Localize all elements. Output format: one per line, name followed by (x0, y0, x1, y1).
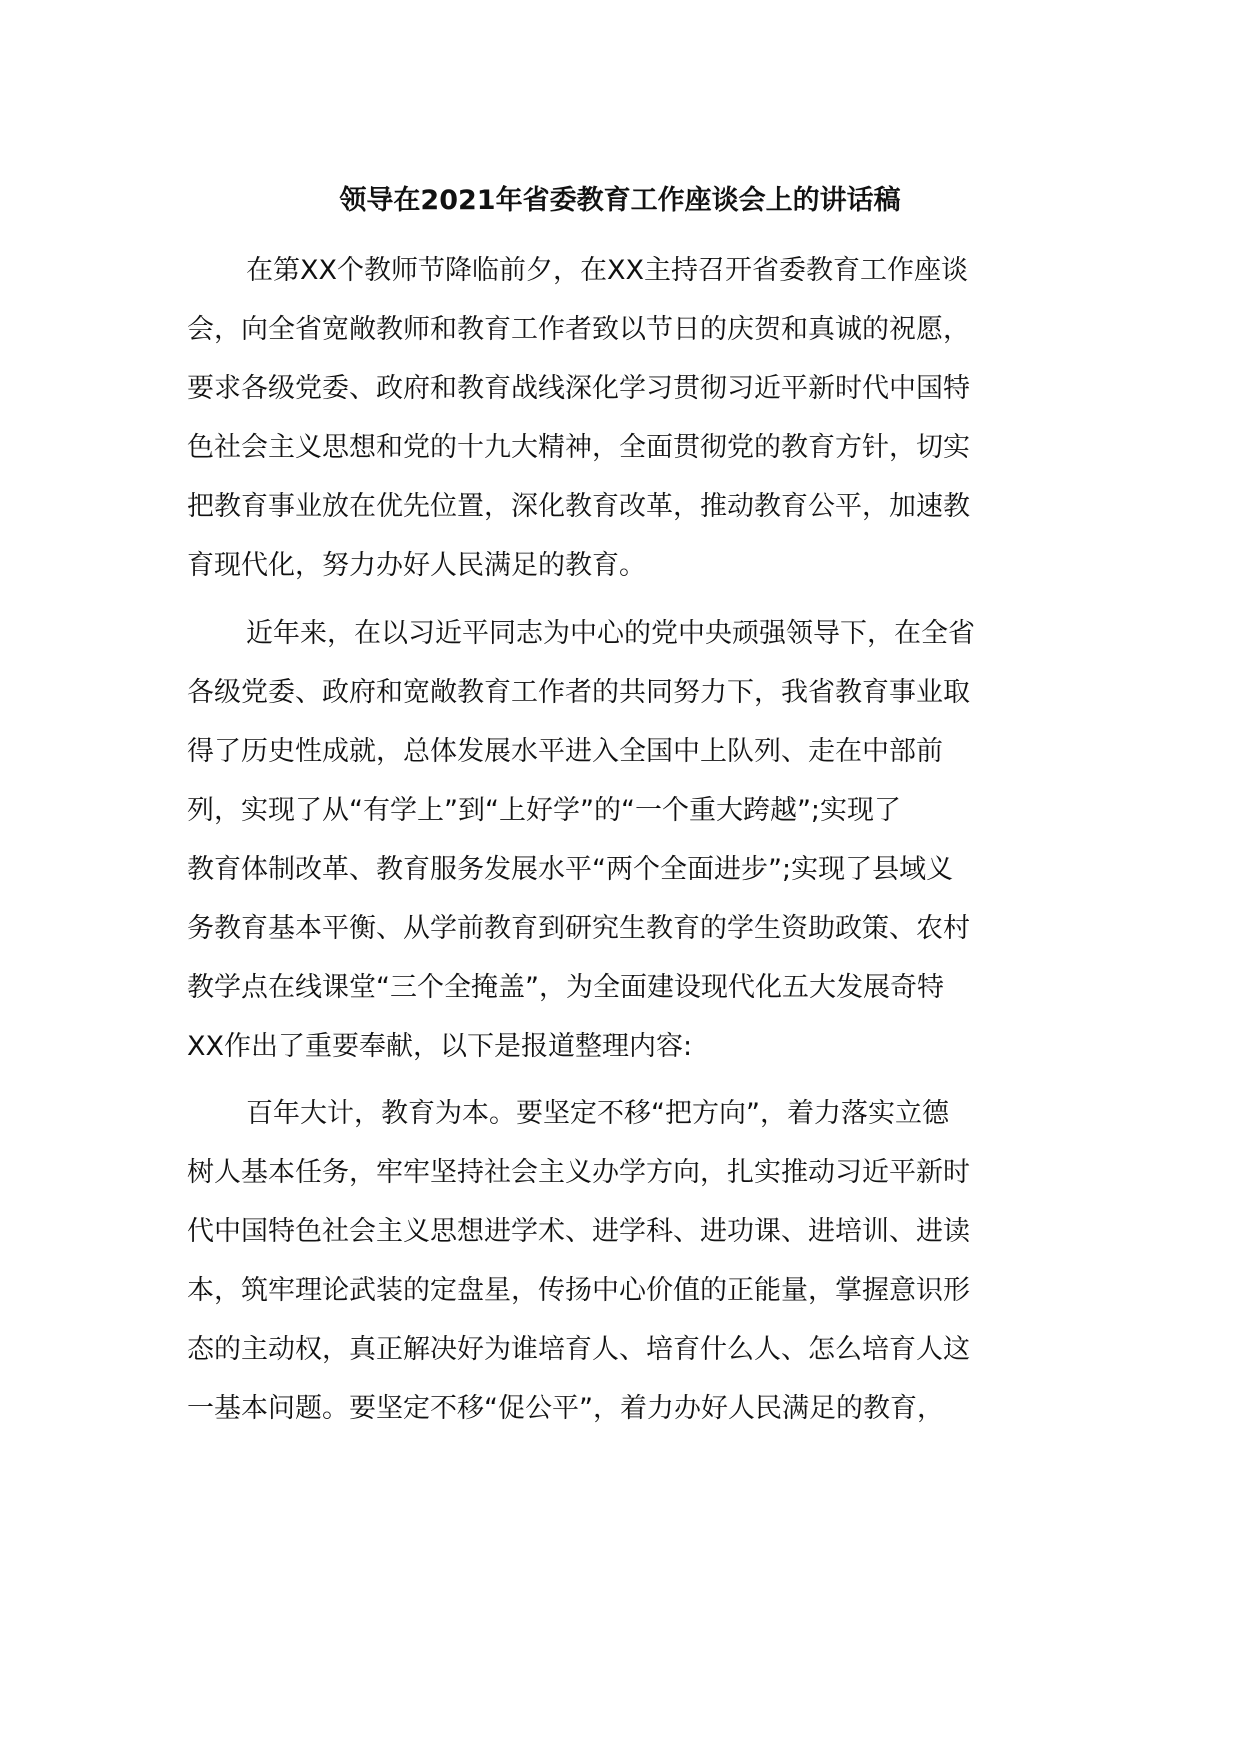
paragraph-2-line-4: 列，实现了从“有学上”到“上好学”的“一个重大跨越”;实现了 (187, 795, 902, 826)
document-title: 领导在2021年省委教育工作座谈会上的讲话稿 (339, 185, 901, 216)
paragraph-1-line-5: 把教育事业放在优先位置，深化教育改革，推动教育公平，加速教 (187, 491, 970, 522)
paragraph-2-line-3: 得了历史性成就，总体发展水平进入全国中上队列、走在中部前 (187, 736, 943, 767)
paragraph-2-line-1: 近年来，在以习近平同志为中心的党中央顽强领导下，在全省 (246, 618, 975, 649)
paragraph-1-line-2: 会，向全省宽敞教师和教育工作者致以节日的庆贺和真诚的祝愿， (187, 314, 970, 345)
paragraph-1-line-4: 色社会主义思想和党的十九大精神，全面贯彻党的教育方针，切实 (187, 432, 970, 463)
paragraph-3-line-5: 态的主动权，真正解决好为谁培育人、培育什么人、怎么培育人这 (187, 1334, 970, 1365)
paragraph-3-line-6: 一基本问题。要坚定不移“促公平”，着力办好人民满足的教育， (187, 1393, 944, 1424)
paragraph-1-line-6: 育现代化，努力办好人民满足的教育。 (187, 550, 646, 581)
paragraph-3-line-3: 代中国特色社会主义思想进学术、进学科、进功课、进培训、进读 (187, 1216, 970, 1247)
paragraph-2-line-7: 教学点在线课堂“三个全掩盖”，为全面建设现代化五大发展奇特 (187, 972, 944, 1003)
paragraph-1-line-1: 在第XX个教师节降临前夕，在XX主持召开省委教育工作座谈 (246, 255, 968, 286)
paragraph-2-line-2: 各级党委、政府和宽敞教育工作者的共同努力下，我省教育事业取 (187, 677, 970, 708)
paragraph-1-line-3: 要求各级党委、政府和教育战线深化学习贯彻习近平新时代中国特 (187, 373, 970, 404)
paragraph-2-line-6: 务教育基本平衡、从学前教育到研究生教育的学生资助政策、农村 (187, 913, 970, 944)
paragraph-2-line-5: 教育体制改革、教育服务发展水平“两个全面进步”;实现了县域义 (187, 854, 954, 885)
paragraph-3-line-2: 树人基本任务，牢牢坚持社会主义办学方向，扎实推动习近平新时 (187, 1157, 970, 1188)
paragraph-3-line-4: 本，筑牢理论武装的定盘星，传扬中心价值的正能量，掌握意识形 (187, 1275, 970, 1306)
paragraph-3-line-1: 百年大计，教育为本。要坚定不移“把方向”，着力落实立德 (246, 1098, 949, 1129)
paragraph-2-line-8: XX作出了重要奉献，以下是报道整理内容: (187, 1031, 693, 1062)
